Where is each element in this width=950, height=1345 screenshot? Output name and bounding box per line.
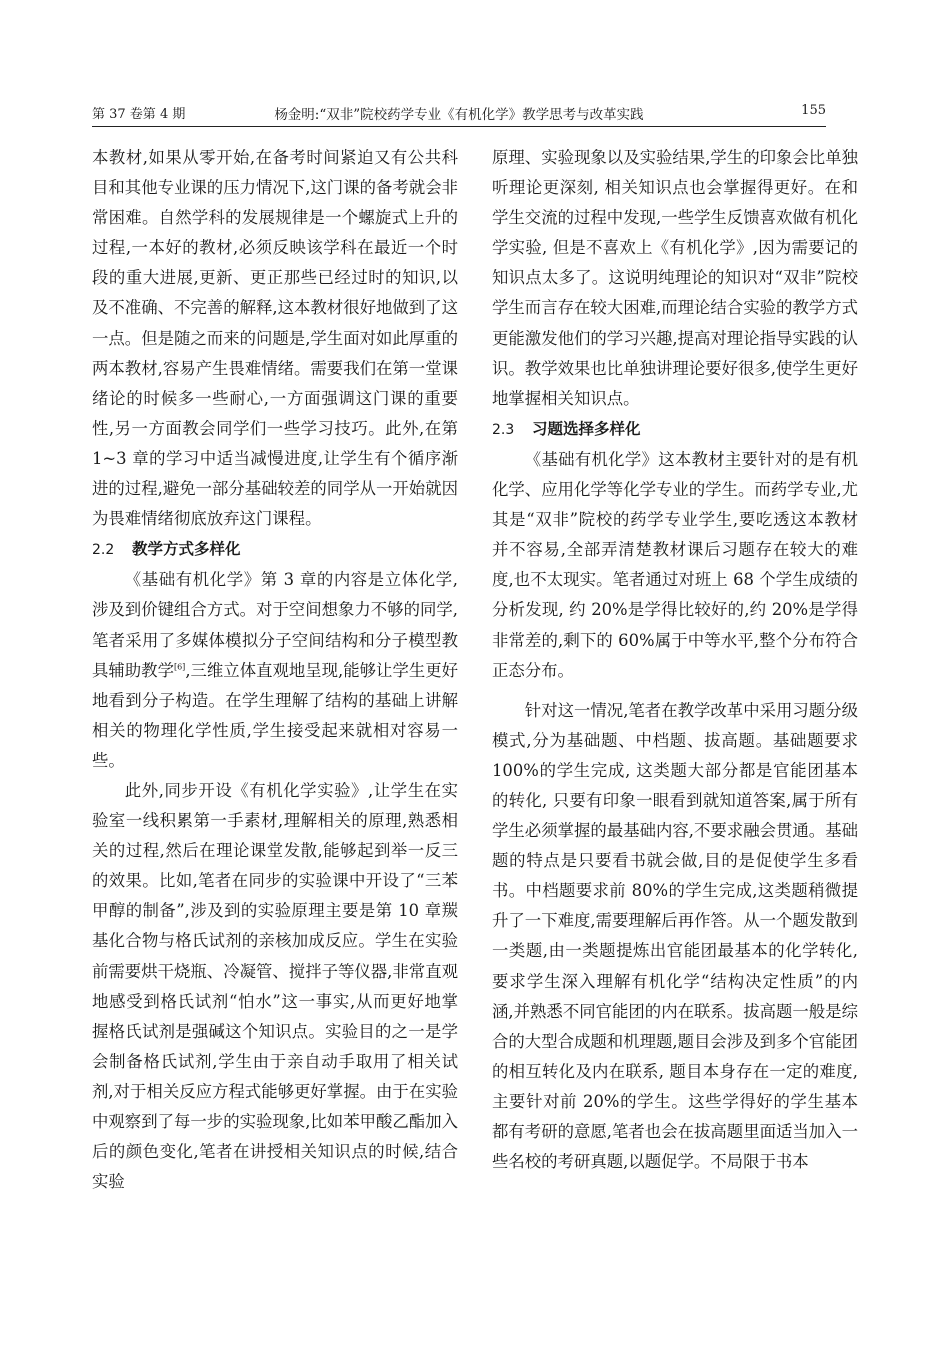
running-header <box>92 103 826 123</box>
paragraph-graded-exercises: 针对这一情况,笔者在教学改革中采用习题分级模式,分为基础题、中档题、拔高题。基础题要求 100%的学生完成, 这类题大部分都是官能团基本的转化, 只要有印象一眼看到就知道答案,属于所有学生必须掌握的最基础内容,不要求融会贯通。基础题的特点是只要看书就会做,目的是促使学生多看书。中档题要求前 80%的学生完成,这类题稍微提升了一下难度,需要理解后再作答。从一个题发散到一类题,由一类题提炼出官能团最基本的化学转化,要求学生深入理解有机化学“结构决定性质”的内涵,并熟悉不同官能团的内在联系。拔高题一般是综合的大型合成题和机理题,题目会涉及到多个官能团的相互转化及内在联系, 题目本身存在一定的难度,主要针对前 20%的学生。这些学得好的学生基本都有考研的意愿,笔者也会在拔高题里面适当加入一些名校的考研真题,以题促学。不局限于书本 <box>492 700 858 1172</box>
section-number: 2.3 <box>492 421 515 438</box>
section-heading-2-3 <box>492 414 858 445</box>
left-column <box>92 143 458 1197</box>
right-column <box>492 143 858 1177</box>
page-number: 155 <box>801 103 826 118</box>
header-rule <box>92 126 826 127</box>
paragraph-continuation: 本教材,如果从零开始,在备考时间紧迫又有公共科目和其他专业课的压力情况下,这门课的备考就会非常困难。自然学科的发展规律是一个螺旋式上升的过程,一本好的教材,必须反映该学科在最近一个时段的重大进展,更新、更正那些已经过时的知识,以及不准确、不完善的解释,这本教材很好地做到了这一点。但是随之而来的问题是,学生面对如此厚重的两本教材,容易产生畏难情绪。需要我们在第一堂课绪论的时候多一些耐心,一方面强调这门课的重要性,另一方面教会同学们一些学习技巧。此外,在第 1~3 章的学习中适当减慢进度,让学生有个循序渐进的过程,避免一部分基础较差的同学从一开始就因为畏难情绪彻底放弃这门课程。 <box>92 148 458 529</box>
article-title-header: 杨金明:“双非”院校药学专业《有机化学》教学思考与改革实践 <box>274 107 644 123</box>
paragraph-continuation: 原理、实验现象以及实验结果,学生的印象会比单独听理论更深刻, 相关知识点也会掌握得更好。在和学生交流的过程中发现,一些学生反馈喜欢做有机化学实验, 但是不喜欢上《有机化学》,因为需要记的知识点太多了。这说明纯理论的知识对“双非”院校学生而言存在较大困难,而理论结合实验的教学方式更能激发他们的学习兴趣,提高对理论指导实践的认识。教学效果也比单独讲理论要好很多,使学生更好地掌握相关知识点。 <box>492 148 858 408</box>
journal-volume-issue: 第 37 卷第 4 期 <box>92 107 186 122</box>
paragraph-stereochemistry <box>92 565 458 776</box>
section-heading-2-2 <box>92 534 458 565</box>
section-number: 2.2 <box>92 542 115 559</box>
paragraph-text: 《基础有机化学》第 3 章的内容是立体化学,涉及到价键组合方式。对于空间想象力不够的同学,笔者采用了多媒体模拟分子空间结构和分子模型教具辅助教学 <box>92 570 458 680</box>
paragraph-text: ,三维立体直观地呈现,能够让学生更好地看到分子构造。在学生理解了结构的基础上讲解相关的物理化学性质,学生接受起来就相对容易一些。 <box>92 660 459 770</box>
paragraph-textbook: 《基础有机化学》这本教材主要针对的是有机化学、应用化学等化学专业的学生。而药学专业,尤其是“双非”院校的药学专业学生,要吃透这本教材并不容易,全部弄清楚教材课后习题存在较大的难度,也不太现实。笔者通过对班上 68 个学生成绩的分析发现, 约 20%是学得比较好的,约 20%是学得非常差的,剩下的 60%属于中等水平,整个分布符合正态分布。 <box>492 449 858 680</box>
section-title: 习题选择多样化 <box>532 419 641 438</box>
paragraph-lab-course: 此外,同步开设《有机化学实验》,让学生在实验室一线积累第一手素材,理解相关的原理,熟悉相关的过程,然后在理论课堂发散,能够起到举一反三的效果。比如,笔者在同步的实验课中开设了“三苯甲醇的制备”,涉及到的实验原理主要是第 10 章羰基化合物与格氏试剂的亲核加成反应。学生在实验前需要烘干烧瓶、冷凝管、搅拌子等仪器,非常直观地感受到格氏试剂“怕水”这一事实,从而更好地掌握格氏试剂是强碱这个知识点。实验目的之一是学会制备格氏试剂,学生由于亲自动手取用了相关试剂,对于相关反应方程式能够更好掌握。由于在实验中观察到了每一步的实验现象,比如苯甲酸乙酯加入后的颜色变化,笔者在讲授相关知识点的时候,结合实验 <box>92 780 458 1192</box>
section-title: 教学方式多样化 <box>132 540 241 559</box>
citation-ref: [6] <box>173 662 186 672</box>
